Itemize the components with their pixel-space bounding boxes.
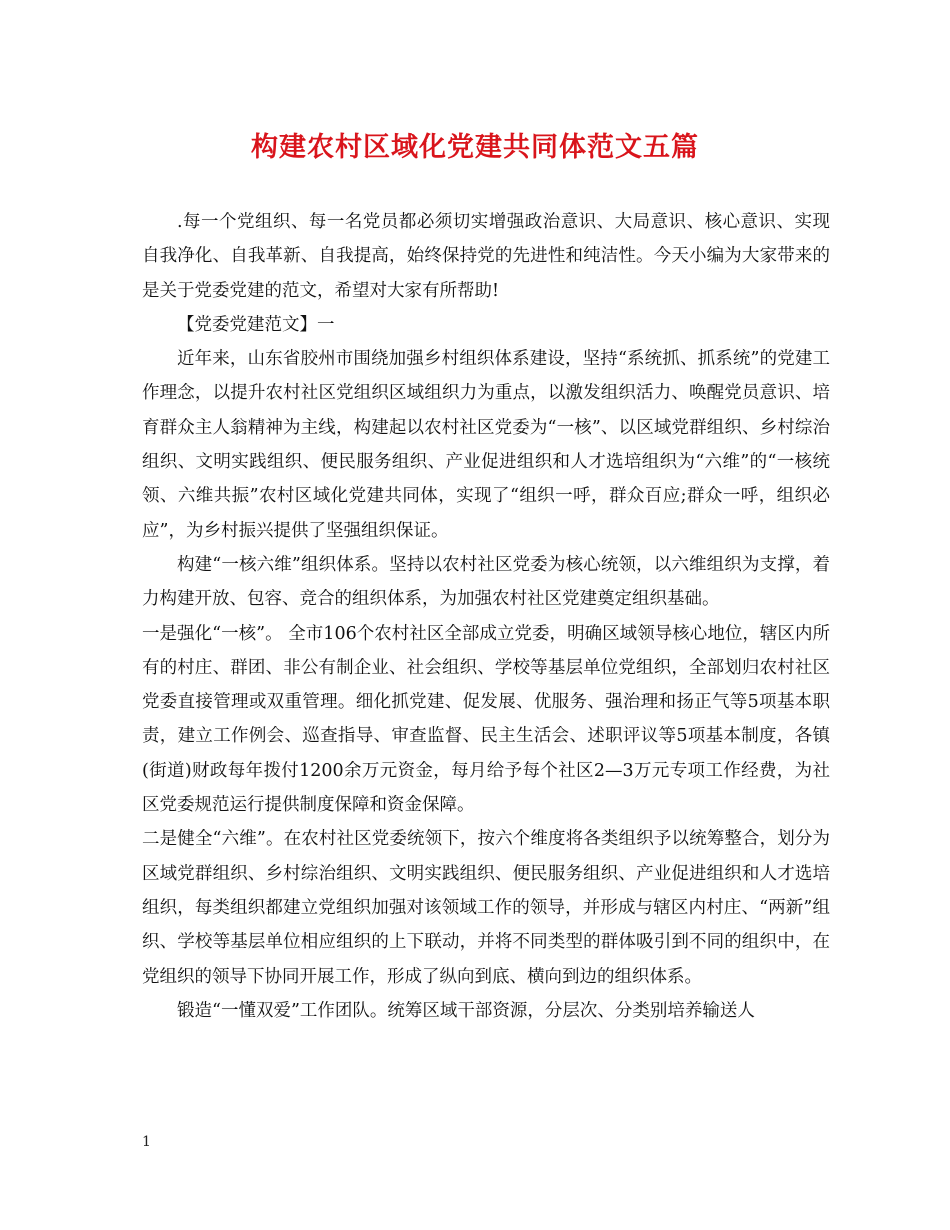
- body-paragraph: 二是健全“六维”。在农村社区党委统领下，按六个维度将各类组织予以统筹整合，划分为区域党群组织、乡村综治组织、文明实践组织、便民服务组织、产业促进组织和人才选培组织，每类组织都建立党组织加强对该领域工作的领导，并形成与辖区内村庄、“两新”组织、学校等基层单位相应组织的上下联动，并将不同类型的群体吸引到不同的组织中，在党组织的领导下协同开展工作，形成了纵向到底、横向到边的组织体系。: [142, 829, 830, 987]
- document-body: [142, 205, 830, 1028]
- section-heading: 【党委党建范文】一: [177, 314, 335, 335]
- body-paragraph: 构建“一核六维”组织体系。坚持以农村社区党委为核心统领，以六维组织为支撑，着力构建开放、包容、竞合的组织体系，为加强农村社区党建奠定组织基础。: [142, 554, 830, 610]
- intro-paragraph: .每一个党组织、每一名党员都必须切实增强政治意识、大局意识、核心意识、实现自我净化、自我革新、自我提高，始终保持党的先进性和纯洁性。今天小编为大家带来的是关于党委党建的范文，希望对大家有所帮助!: [142, 212, 830, 301]
- body-paragraph: 近年来，山东省胶州市围绕加强乡村组织体系建设，坚持“系统抓、抓系统”的党建工作理念，以提升农村社区党组织区域组织力为重点，以激发组织活力、唤醒党员意识、培育群众主人翁精神为主线，构建起以农村社区党委为“一核”、以区域党群组织、乡村综治组织、文明实践组织、便民服务组织、产业促进组织和人才选培组织为“六维”的“一核统领、六维共振”农村区域化党建共同体，实现了“组织一呼，群众百应;群众一呼，组织必应”，为乡村振兴提供了坚强组织保证。: [142, 349, 830, 541]
- document-title: 构建农村区域化党建共同体范文五篇: [251, 132, 699, 163]
- body-paragraph: 一是强化“一核”。 全市106个农村社区全部成立党委，明确区域领导核心地位，辖区内所有的村庄、群团、非公有制企业、社会组织、学校等基层单位党组织，全部划归农村社区党委直接管理或双重管理。细化抓党建、促发展、优服务、强治理和扬正气等5项基本职责，建立工作例会、巡查指导、审查监督、民主生活会、述职评议等5项基本制度，各镇(街道)财政每年拨付1200余万元资金，每月给予每个社区2—3万元专项工作经费，为社区党委规范运行提供制度保障和资金保障。: [142, 623, 830, 816]
- page-number: 1: [142, 1134, 151, 1150]
- body-paragraph: 锻造“一懂双爱”工作团队。统筹区域干部资源，分层次、分类别培养输送人: [177, 1000, 755, 1021]
